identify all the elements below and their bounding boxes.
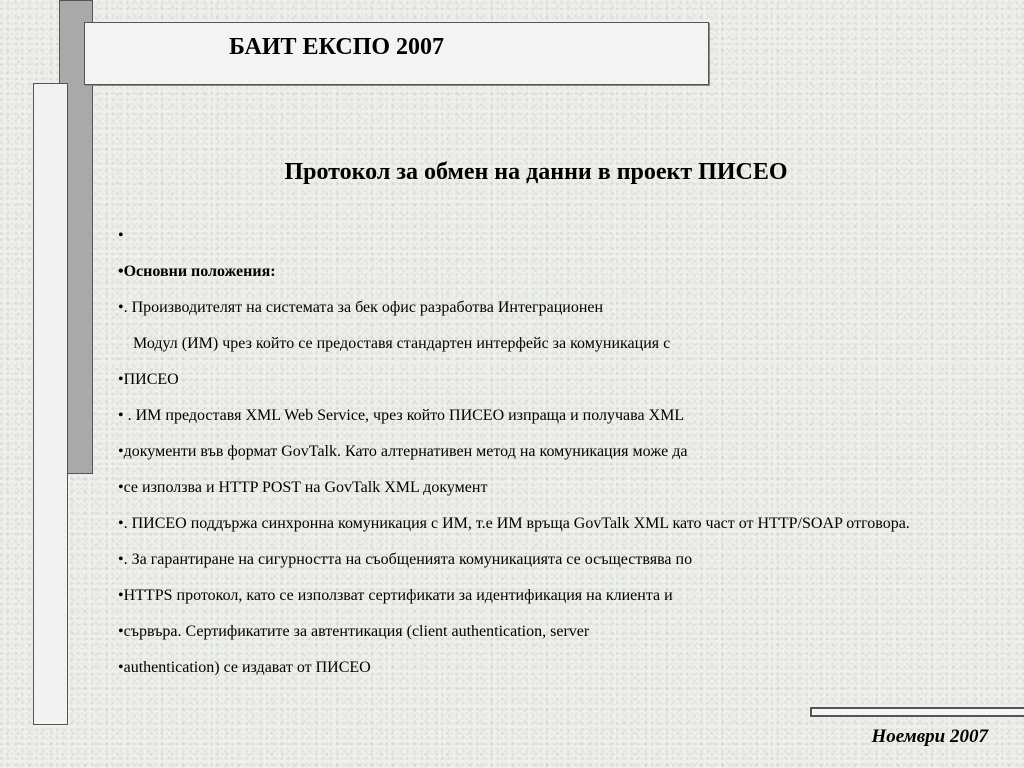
paragraph: • . ИМ предоставя XML Web Service, чрез който ПИСЕО изпраща и получава XML <box>118 407 685 424</box>
paragraph: •. За гарантиране на сигурността на съобщенията комуникацията се осъществява по <box>118 551 693 568</box>
paragraph: •authentication) се издават от ПИСЕО <box>118 659 371 676</box>
slide-subtitle: Протокол за обмен на данни в проект ПИСЕО <box>284 159 788 185</box>
paragraph: •сървъра. Сертификатите за автентикация (client authentication, server <box>118 623 590 640</box>
paragraph: •документи във формат GovTalk. Като алтернативен метод на комуникация може да <box>118 443 688 460</box>
paragraph-heading: •Основни положения: <box>118 263 276 280</box>
content-body <box>118 226 986 694</box>
footer-divider <box>810 707 1024 717</box>
paragraph: Модул (ИМ) чрез който се предоставя стандартен интерфейс за комуникация с <box>133 335 671 352</box>
paragraph: •ПИСЕО <box>118 371 179 388</box>
paragraph: •HTTPS протокол, като се използват сертификати за идентификация на клиента и <box>118 587 673 604</box>
paragraph: •. Производителят на системата за бек офис разработва Интеграционен <box>118 299 604 316</box>
footer-date: Ноември 2007 <box>871 726 988 747</box>
slide-title: БАИТ ЕКСПО 2007 <box>229 34 445 60</box>
paragraph: •. ПИСЕО поддържа синхронна комуникация с ИМ, т.е ИМ връща GovTalk XML като част от HTTP/SOAP отговора. <box>118 515 910 532</box>
paragraph: •се използва и HTTP POST на GovTalk XML документ <box>118 479 488 496</box>
paragraph: • <box>118 227 124 244</box>
